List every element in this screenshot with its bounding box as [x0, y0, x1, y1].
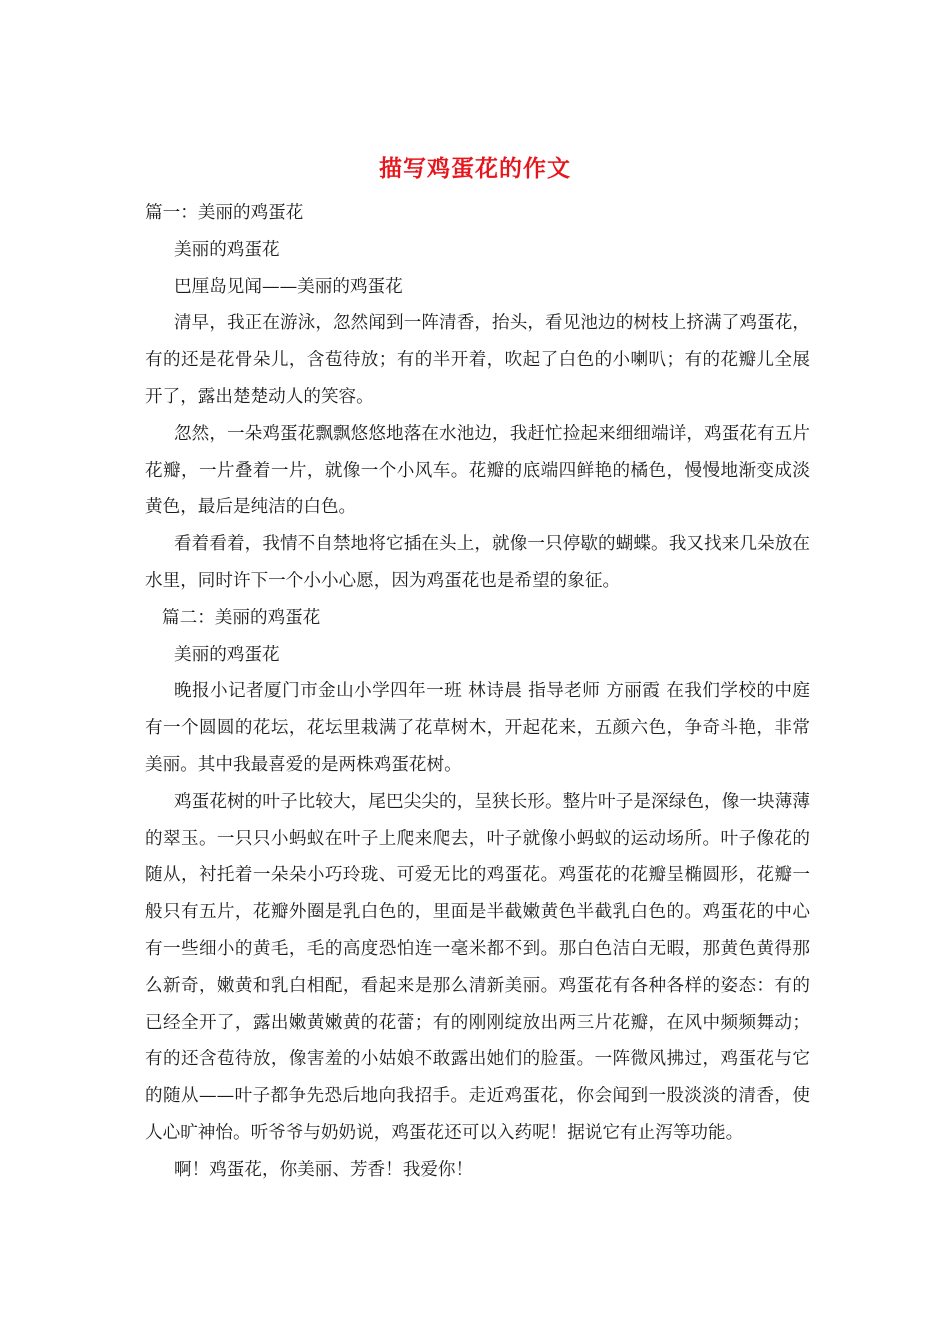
- section-heading-1: 篇一：美丽的鸡蛋花: [145, 203, 304, 223]
- paragraph: 鸡蛋花树的叶子比较大，尾巴尖尖的，呈狭长形。整片叶子是深绿色，像一块薄薄的翠玉。一只只小蚂蚁在叶子上爬来爬去，叶子就像小蚂蚁的运动场所。叶子像花的随从，衬托着一朵朵小巧玲珑、可爱无比的鸡蛋花。鸡蛋花的花瓣呈椭圆形，花瓣一般只有五片，花瓣外圈是乳白色的，里面是半截嫩黄色半截乳白色的。鸡蛋花的中心有一些细小的黄毛，毛的高度恐怕连一毫米都不到。那白色洁白无暇，那黄色黄得那么新奇，嫩黄和乳白相配，看起来是那么清新美丽。鸡蛋花有各种各样的姿态：有的已经全开了，露出嫩黄嫩黄的花蕾；有的刚刚绽放出两三片花瓣，在风中频频舞动；有的还含苞待放，像害羞的小姑娘不敢露出她们的脸蛋。一阵微风拂过，鸡蛋花与它的随从——叶子都争先恐后地向我招手。走近鸡蛋花，你会闻到一股淡淡的清香，使人心旷神怡。听爷爷与奶奶说，鸡蛋花还可以入药呢！据说它有止泻等功能。: [145, 791, 810, 1143]
- paragraph: 看着看着，我情不自禁地将它插在头上，就像一只停歇的蝴蝶。我又找来几朵放在水里，同时许下一个小小心愿，因为鸡蛋花也是希望的象征。: [145, 534, 810, 591]
- document-title: 描写鸡蛋花的作文: [379, 155, 571, 182]
- paragraph: 晚报小记者厦门市金山小学四年一班 林诗晨 指导老师 方丽霞 在我们学校的中庭有一个圆圆的花坛，花坛里栽满了花草树木，开起花来，五颜六色，争奇斗艳，非常美丽。其中我最喜爱的是两株鸡蛋花树。: [145, 681, 810, 775]
- section-subtitle-3: 美丽的鸡蛋花: [174, 644, 280, 665]
- paragraph: 清早，我正在游泳，忽然闻到一阵清香，抬头，看见池边的树枝上挤满了鸡蛋花，有的还是花骨朵儿，含苞待放；有的半开着，吹起了白色的小喇叭；有的花瓣儿全展开了，露出楚楚动人的笑容。: [145, 313, 810, 407]
- section-heading-2: 篇二：美丽的鸡蛋花: [162, 607, 321, 628]
- paragraph: 忽然，一朵鸡蛋花飘飘悠悠地落在水池边，我赶忙捡起来细细端详，鸡蛋花有五片花瓣，一片叠着一片，就像一个小风车。花瓣的底端四鲜艳的橘色，慢慢地渐变成淡黄色，最后是纯洁的白色。: [145, 423, 810, 518]
- section-subtitle-2: 巴厘岛见闻——美丽的鸡蛋花: [174, 276, 403, 297]
- document-body: [145, 195, 810, 1189]
- paragraph: 啊！鸡蛋花，你美丽、芳香！我爱你！: [174, 1159, 474, 1180]
- section-subtitle-1: 美丽的鸡蛋花: [174, 239, 280, 260]
